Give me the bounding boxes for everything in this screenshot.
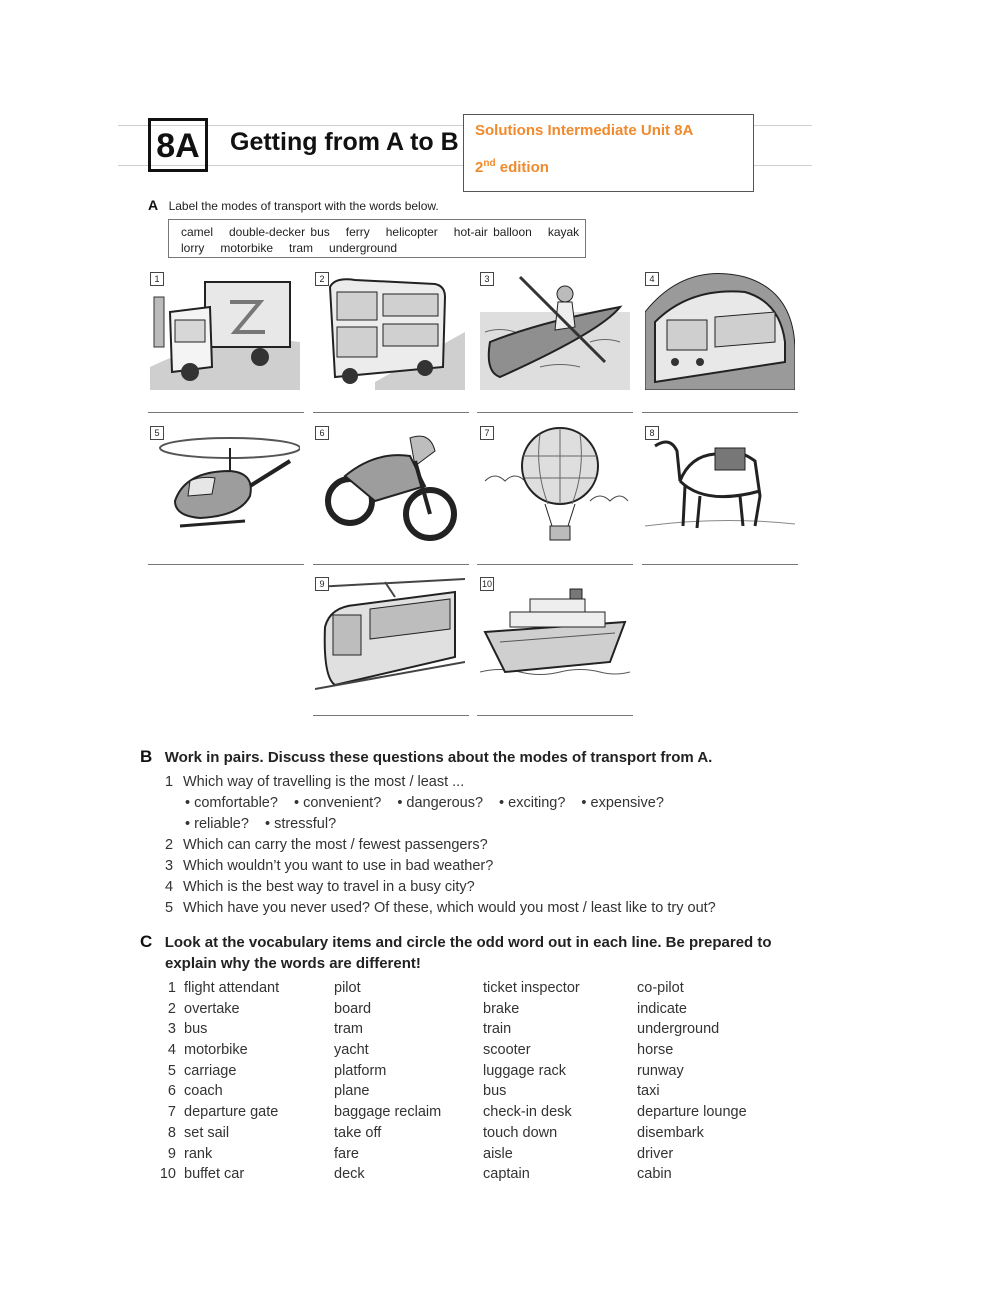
row-number: 2 bbox=[167, 1000, 176, 1017]
vocab-word: brake bbox=[483, 1000, 520, 1017]
vocab-word: set sail bbox=[184, 1124, 230, 1141]
picture-6 bbox=[315, 426, 465, 544]
word-list-line-1: camel double-decker bus ferry helicopter hot-air balloon kayak bbox=[181, 225, 580, 239]
picture-4 bbox=[645, 272, 795, 390]
vocab-word: departure lounge bbox=[637, 1104, 747, 1121]
vocab-word: train bbox=[483, 1021, 512, 1038]
double-decker-bus-icon bbox=[315, 272, 465, 390]
row-number: 9 bbox=[167, 1145, 176, 1162]
table-row bbox=[150, 1146, 797, 1167]
question-1: 1 Which way of travelling is the most / least ... bbox=[165, 774, 465, 790]
vocab-word: take off bbox=[334, 1124, 382, 1141]
vocab-word: indicate bbox=[637, 1000, 687, 1017]
picture-number: 3 bbox=[480, 272, 494, 286]
vocab-word: fare bbox=[334, 1145, 359, 1162]
vocab-word: taxi bbox=[637, 1083, 660, 1100]
vocab-word: luggage rack bbox=[483, 1062, 567, 1079]
vocab-word: scooter bbox=[483, 1042, 531, 1059]
row-number: 6 bbox=[167, 1083, 176, 1100]
vocab-word: runway bbox=[637, 1062, 684, 1079]
vocab-word: tram bbox=[334, 1021, 363, 1038]
answer-line-5 bbox=[148, 564, 304, 565]
picture-number: 4 bbox=[645, 272, 659, 286]
vocab-word: driver bbox=[637, 1145, 674, 1162]
picture-number: 10 bbox=[481, 579, 492, 589]
answer-line-7 bbox=[477, 564, 633, 565]
question-5: 5 Which have you never used? Of these, which would you most / least like to try out? bbox=[165, 900, 716, 916]
question-4: 4 Which is the best way to travel in a busy city? bbox=[165, 879, 475, 895]
row-number: 8 bbox=[167, 1124, 176, 1141]
vocabulary-table bbox=[150, 980, 797, 1187]
section-a-instruction: Label the modes of transport with the words below. bbox=[168, 199, 439, 213]
vocab-word: coach bbox=[184, 1083, 223, 1100]
row-number: 1 bbox=[167, 980, 176, 996]
vocab-word: carriage bbox=[184, 1062, 237, 1079]
question-2: 2 Which can carry the most / fewest passengers? bbox=[165, 837, 488, 853]
camel-icon bbox=[645, 426, 795, 544]
row-number: 5 bbox=[167, 1062, 176, 1079]
vocab-word: yacht bbox=[334, 1042, 369, 1059]
row-number: 7 bbox=[167, 1104, 176, 1121]
vocab-word: co-pilot bbox=[637, 980, 684, 996]
answer-line-8 bbox=[642, 564, 798, 565]
picture-3 bbox=[480, 272, 630, 390]
section-c-heading-line-2: explain why the words are different! bbox=[165, 955, 421, 972]
table-row bbox=[150, 980, 797, 1001]
answer-line-6 bbox=[313, 564, 469, 565]
vocab-word: cabin bbox=[637, 1166, 672, 1183]
row-number: 3 bbox=[167, 1021, 176, 1038]
table-row bbox=[150, 1042, 797, 1063]
vocab-word: pilot bbox=[334, 980, 361, 996]
section-c-letter: C bbox=[140, 932, 153, 951]
underground-icon bbox=[645, 272, 795, 390]
picture-number: 1 bbox=[150, 272, 164, 286]
picture-number: 2 bbox=[315, 272, 329, 286]
vocab-word: overtake bbox=[184, 1000, 240, 1017]
picture-1 bbox=[150, 272, 300, 390]
question-3: 3 Which wouldn’t you want to use in bad weather? bbox=[165, 858, 494, 874]
picture-number: 9 bbox=[315, 577, 329, 591]
vocab-word: horse bbox=[637, 1042, 674, 1059]
picture-number: 5 bbox=[150, 426, 164, 440]
vocab-word: board bbox=[334, 1000, 372, 1017]
row-number: 10 bbox=[159, 1166, 176, 1183]
word-list-line-2: lorry motorbike tram underground bbox=[181, 241, 398, 255]
picture-2 bbox=[315, 272, 465, 390]
answer-line-10 bbox=[477, 715, 633, 716]
vocab-word: rank bbox=[184, 1145, 213, 1162]
bullet-line-2: • reliable? • stressful? bbox=[185, 816, 337, 832]
page-title: Getting from A to B bbox=[230, 128, 459, 156]
kayak-icon bbox=[480, 272, 630, 390]
table-row bbox=[150, 1021, 797, 1042]
bullet-line-1: • comfortable? • convenient? • dangerous? • exciting? • expensive? bbox=[185, 795, 664, 811]
source-line-2: 2nd edition bbox=[475, 158, 549, 176]
section-a-header bbox=[148, 197, 439, 215]
picture-7 bbox=[480, 426, 630, 544]
vocab-word: motorbike bbox=[184, 1042, 248, 1059]
answer-line-2 bbox=[313, 412, 469, 413]
motorbike-icon bbox=[315, 426, 465, 544]
ferry-icon bbox=[480, 577, 630, 695]
answer-line-9 bbox=[313, 715, 469, 716]
vocab-word: plane bbox=[334, 1083, 370, 1100]
vocab-word: baggage reclaim bbox=[334, 1104, 442, 1121]
table-row bbox=[150, 1083, 797, 1104]
vocab-word: platform bbox=[334, 1062, 387, 1079]
vocab-word: touch down bbox=[483, 1124, 558, 1141]
table-row bbox=[150, 1104, 797, 1125]
section-a-letter: A bbox=[148, 197, 159, 213]
answer-line-3 bbox=[477, 412, 633, 413]
section-b-heading: Work in pairs. Discuss these questions about the modes of transport from A. bbox=[164, 749, 713, 766]
hot-air-balloon-icon bbox=[480, 426, 630, 544]
table-row bbox=[150, 1166, 797, 1187]
vocab-word: captain bbox=[483, 1166, 530, 1183]
vocab-word: disembark bbox=[637, 1124, 704, 1141]
vocab-word: deck bbox=[334, 1166, 365, 1183]
picture-number: 7 bbox=[480, 426, 494, 440]
table-row bbox=[150, 1125, 797, 1146]
vocab-word: bus bbox=[483, 1083, 507, 1100]
vocab-word: check-in desk bbox=[483, 1104, 572, 1121]
tram-icon bbox=[315, 577, 465, 695]
section-b-header bbox=[140, 747, 712, 767]
lorry-icon bbox=[150, 272, 300, 390]
table-row bbox=[150, 1001, 797, 1022]
picture-8 bbox=[645, 426, 795, 544]
vocab-word: aisle bbox=[483, 1145, 513, 1162]
section-c-heading-line-1: Look at the vocabulary items and circle the odd word out in each line. Be prepared to bbox=[164, 934, 772, 951]
word-box bbox=[168, 219, 586, 258]
vocab-word: buffet car bbox=[184, 1166, 245, 1183]
source-line-1: Solutions Intermediate Unit 8A bbox=[475, 122, 694, 139]
picture-number: 6 bbox=[315, 426, 329, 440]
vocab-word: bus bbox=[184, 1021, 208, 1038]
unit-code-badge: 8A bbox=[148, 118, 208, 172]
picture-5 bbox=[150, 426, 300, 544]
vocab-word: flight attendant bbox=[184, 980, 280, 996]
vocab-word: departure gate bbox=[184, 1104, 279, 1121]
section-c-header bbox=[140, 932, 772, 952]
row-number: 4 bbox=[167, 1042, 176, 1059]
vocab-word: underground bbox=[637, 1021, 720, 1038]
answer-line-4 bbox=[642, 412, 798, 413]
picture-9 bbox=[315, 577, 465, 695]
table-row bbox=[150, 1063, 797, 1084]
picture-number: 8 bbox=[645, 426, 659, 440]
picture-10 bbox=[480, 577, 630, 695]
vocab-word: ticket inspector bbox=[483, 980, 580, 996]
helicopter-icon bbox=[150, 426, 300, 544]
section-b-letter: B bbox=[140, 747, 153, 766]
answer-line-1 bbox=[148, 412, 304, 413]
